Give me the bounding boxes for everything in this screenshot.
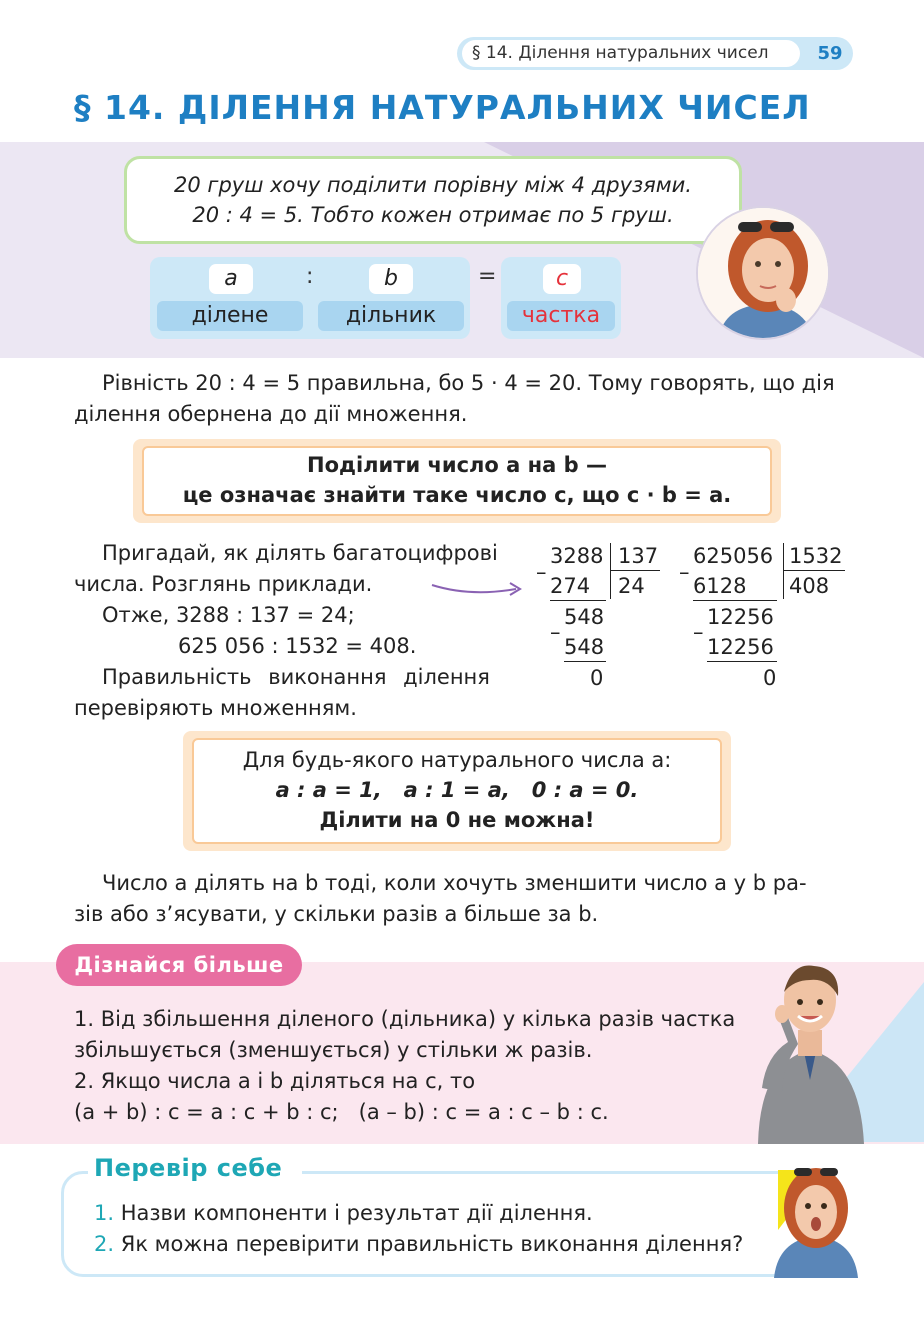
term-quotient: частка [507, 301, 615, 331]
division1-result: 0 [590, 666, 604, 690]
rule-identities [192, 745, 722, 835]
learn-line-3: 2. Якщо числа a і b діляться на c, то [74, 1069, 476, 1093]
division2-step2: 12256 [707, 635, 774, 659]
learn-line-4: (a + b) : c = a : c + b : c; (a – b) : c = a : c – b : c. [74, 1100, 609, 1124]
recall-line-2: числа. Розглянь приклади. [74, 572, 373, 596]
long-division-2 [675, 541, 855, 701]
division1-minus-2: – [550, 620, 561, 644]
var-a: a [209, 264, 253, 294]
para2-line-1: Число a ділять на b тоді, коли хочуть зменшити число a у b ра- [102, 871, 807, 895]
rule-line-2: це означає знайти таке число c, що c · b = a. [182, 483, 732, 507]
division1-dividend: 3288 [550, 544, 604, 568]
division2-minus-2: – [693, 620, 704, 644]
learn-more-label: Дізнайся більше [56, 944, 302, 986]
question-1-text: Назви компоненти і результат дії ділення. [120, 1201, 593, 1225]
arrow-icon [430, 577, 526, 599]
recall-line-4: 625 056 : 1532 = 408. [178, 634, 417, 658]
page-number: 59 [817, 43, 843, 64]
rule2-line-2: a : a = 1, a : 1 = a, 0 : a = 0. [275, 778, 639, 802]
boy-pointing-image [752, 952, 868, 1144]
para2-line-2: зів або з’ясувати, у скільки разів a більше за b. [74, 902, 599, 926]
division1-rem1: 548 [564, 605, 605, 629]
check-yourself-title: Перевір себе [94, 1154, 283, 1182]
division2-dividend: 625056 [693, 544, 774, 568]
division2-minus-1: – [679, 560, 690, 584]
question-1-number: 1. [94, 1201, 115, 1225]
var-c: c [543, 264, 581, 294]
header-section-label: § 14. Ділення натуральних чисел [462, 40, 800, 67]
long-division-1 [532, 541, 672, 701]
var-b: b [369, 264, 413, 294]
rule2-line-1: Для будь-якого натурального числа a: [242, 748, 672, 772]
division2-divisor: 1532 [789, 544, 843, 568]
division2-step1: 6128 [693, 574, 747, 598]
rule-line-1: Поділити число a на b — [307, 453, 607, 477]
paragraph-meaning [74, 868, 854, 930]
bubble-line-2: 20 : 4 = 5. Тобто кожен отримає по 5 груш. [192, 203, 674, 227]
recall-text [74, 538, 514, 724]
division1-quotient: 24 [618, 574, 645, 598]
learn-line-2: збільшується (зменшується) у стільки ж разів. [74, 1038, 593, 1062]
colon-sign: : [306, 264, 314, 289]
bubble-line-1: 20 груш хочу поділити порівну між 4 друзями. [174, 173, 692, 197]
equals-sign: = [478, 264, 497, 289]
division1-step2: 548 [564, 635, 605, 659]
question-2-number: 2. [94, 1232, 115, 1256]
division2-quotient: 408 [789, 574, 830, 598]
learn-line-1: 1. Від збільшення діленого (дільника) у кілька разів частка [74, 1007, 736, 1031]
question-1 [94, 1198, 784, 1229]
division2-rem1: 12256 [707, 605, 774, 629]
question-2-text: Як можна перевірити правильність виконання ділення? [120, 1232, 744, 1256]
speech-bubble [124, 156, 742, 244]
learn-more-text [74, 1004, 774, 1128]
recall-line-3: Отже, 3288 : 137 = 24; [102, 603, 355, 627]
term-divisor: дільник [318, 301, 464, 331]
rule-definition [142, 450, 772, 510]
girl-surprised-image [770, 1160, 862, 1278]
girl-thinking-image [696, 206, 830, 340]
recall-line-6: перевіряють множенням. [74, 696, 357, 720]
recall-line-1: Пригадай, як ділять багатоцифрові [102, 541, 498, 565]
term-dividend: ділене [157, 301, 303, 331]
division1-divisor: 137 [618, 544, 659, 568]
division1-minus-1: – [536, 560, 547, 584]
rule2-line-3: Ділити на 0 не можна! [319, 808, 595, 832]
division1-step1: 274 [550, 574, 591, 598]
division2-result: 0 [763, 666, 777, 690]
recall-line-5: Правильність виконання ділення [102, 665, 490, 689]
check-questions [94, 1198, 784, 1260]
paragraph-inverse-operation: Рівність 20 : 4 = 5 правильна, бо 5 · 4 = 20. Тому говорять, що дія ділення обернена до дії множення. [74, 371, 835, 426]
page-title: § 14. ДІЛЕННЯ НАТУРАЛЬНИХ ЧИСЕЛ [74, 88, 811, 127]
question-2 [94, 1229, 784, 1260]
